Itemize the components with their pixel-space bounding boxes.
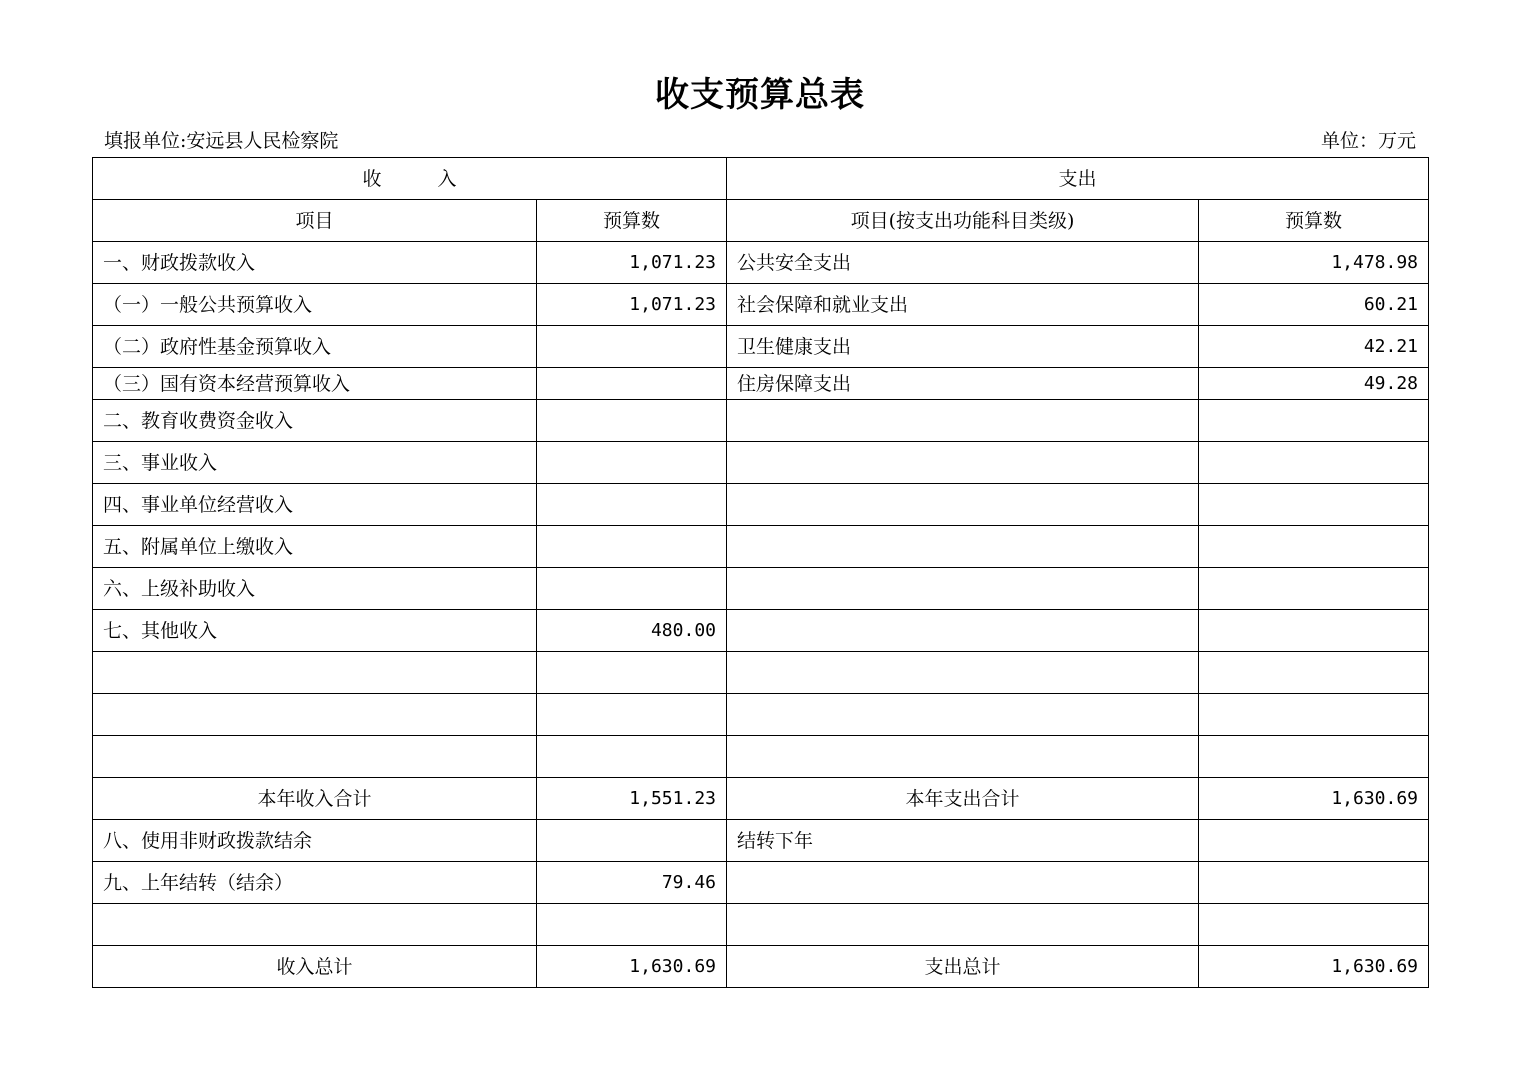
- expense-item: [727, 484, 1199, 526]
- expense-section-header: 支出: [727, 158, 1429, 200]
- table-row: [93, 526, 1429, 568]
- expense-item: [727, 904, 1199, 946]
- table-row: [93, 904, 1429, 946]
- income-value: 1,630.69: [537, 946, 727, 988]
- reporting-unit: 填报单位:安远县人民检察院: [104, 130, 339, 152]
- income-item: 三、事业收入: [93, 442, 537, 484]
- col-expense-item: 项目(按支出功能科目类级): [727, 200, 1199, 242]
- income-header-char-2: 入: [437, 167, 457, 190]
- income-value: 1,551.23: [537, 778, 727, 820]
- expense-value: 1,630.69: [1199, 778, 1429, 820]
- table-row: [93, 820, 1429, 862]
- expense-item: 卫生健康支出: [727, 326, 1199, 368]
- income-value: [537, 652, 727, 694]
- annual-total-row: [93, 778, 1429, 820]
- expense-item: [727, 862, 1199, 904]
- income-item: [93, 904, 537, 946]
- table-row: [93, 326, 1429, 368]
- income-item: [93, 652, 537, 694]
- expense-item: [727, 736, 1199, 778]
- expense-item: [727, 652, 1199, 694]
- expense-item: 社会保障和就业支出: [727, 284, 1199, 326]
- income-item: 一、财政拨款收入: [93, 242, 537, 284]
- expense-item: [727, 610, 1199, 652]
- expense-item: 支出总计: [727, 946, 1199, 988]
- table-row: [93, 568, 1429, 610]
- income-value: [537, 368, 727, 400]
- table-row: [93, 694, 1429, 736]
- income-item: 收入总计: [93, 946, 537, 988]
- table-row: [93, 736, 1429, 778]
- expense-value: [1199, 484, 1429, 526]
- income-item: （二）政府性基金预算收入: [93, 326, 537, 368]
- expense-item: [727, 526, 1199, 568]
- expense-item: [727, 568, 1199, 610]
- expense-value: 42.21: [1199, 326, 1429, 368]
- expense-value: [1199, 442, 1429, 484]
- table-row: [93, 242, 1429, 284]
- expense-value: [1199, 652, 1429, 694]
- expense-item: [727, 694, 1199, 736]
- income-value: [537, 694, 727, 736]
- table-row: [93, 652, 1429, 694]
- expense-item: 住房保障支出: [727, 368, 1199, 400]
- column-header-row: [93, 200, 1429, 242]
- expense-item: [727, 442, 1199, 484]
- expense-value: [1199, 610, 1429, 652]
- income-value: 79.46: [537, 862, 727, 904]
- expense-value: [1199, 820, 1429, 862]
- table-row: [93, 368, 1429, 400]
- income-value: [537, 568, 727, 610]
- table-row: [93, 442, 1429, 484]
- income-value: [537, 484, 727, 526]
- income-item: 二、教育收费资金收入: [93, 400, 537, 442]
- expense-value: [1199, 862, 1429, 904]
- income-value: 1,071.23: [537, 242, 727, 284]
- income-item: 本年收入合计: [93, 778, 537, 820]
- budget-table: [92, 157, 1429, 988]
- income-value: 1,071.23: [537, 284, 727, 326]
- income-item: （三）国有资本经营预算收入: [93, 368, 537, 400]
- col-income-item: 项目: [93, 200, 537, 242]
- expense-value: 49.28: [1199, 368, 1429, 400]
- expense-item: [727, 400, 1199, 442]
- section-header-row: [93, 158, 1429, 200]
- income-item: 五、附属单位上缴收入: [93, 526, 537, 568]
- col-expense-budget: 预算数: [1199, 200, 1429, 242]
- expense-item: 公共安全支出: [727, 242, 1199, 284]
- table-row: [93, 284, 1429, 326]
- currency-unit: 单位：万元: [1320, 130, 1416, 152]
- income-item: 九、上年结转（结余）: [93, 862, 537, 904]
- income-item: [93, 736, 537, 778]
- income-item: 四、事业单位经营收入: [93, 484, 537, 526]
- expense-value: [1199, 736, 1429, 778]
- income-value: [537, 326, 727, 368]
- income-item: [93, 694, 537, 736]
- income-item: 八、使用非财政拨款结余: [93, 820, 537, 862]
- income-item: 六、上级补助收入: [93, 568, 537, 610]
- income-section-header: [93, 158, 727, 200]
- page-title: 收支预算总表: [655, 75, 865, 115]
- table-row: [93, 610, 1429, 652]
- table-row: [93, 484, 1429, 526]
- income-header-char-1: 收: [362, 167, 382, 190]
- expense-value: [1199, 694, 1429, 736]
- income-value: [537, 400, 727, 442]
- income-value: 480.00: [537, 610, 727, 652]
- expense-value: 1,630.69: [1199, 946, 1429, 988]
- expense-value: [1199, 568, 1429, 610]
- table-row: [93, 862, 1429, 904]
- expense-value: [1199, 526, 1429, 568]
- income-value: [537, 820, 727, 862]
- income-value: [537, 442, 727, 484]
- expense-item: 本年支出合计: [727, 778, 1199, 820]
- expense-item: 结转下年: [727, 820, 1199, 862]
- expense-value: [1199, 904, 1429, 946]
- table-row: [93, 400, 1429, 442]
- expense-value: 1,478.98: [1199, 242, 1429, 284]
- income-item: （一）一般公共预算收入: [93, 284, 537, 326]
- income-value: [537, 736, 727, 778]
- col-income-budget: 预算数: [537, 200, 727, 242]
- expense-value: [1199, 400, 1429, 442]
- income-item: 七、其他收入: [93, 610, 537, 652]
- income-value: [537, 526, 727, 568]
- grand-total-row: [93, 946, 1429, 988]
- income-value: [537, 904, 727, 946]
- expense-value: 60.21: [1199, 284, 1429, 326]
